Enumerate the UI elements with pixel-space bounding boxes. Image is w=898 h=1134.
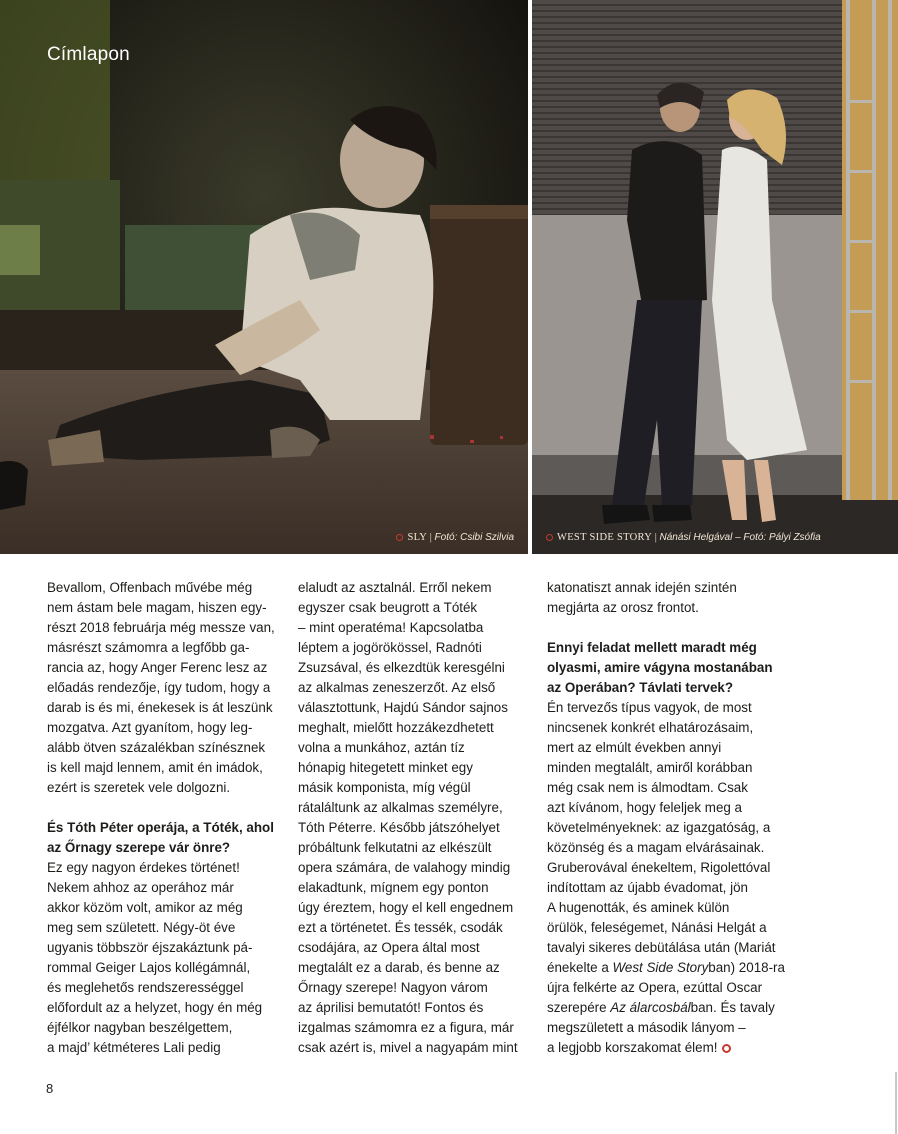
text-line: előfordult az a helyzet, hogy én még: [47, 1000, 263, 1015]
text-line: A hugenották, és aminek külön: [547, 900, 730, 915]
text-line: részt 2018 februárja még messze van,: [47, 620, 275, 635]
text-line: Ez egy nagyon érdekes történet!: [47, 860, 240, 875]
text-fragment: énekelte a: [547, 960, 613, 975]
photo-west-side-story: [532, 0, 898, 554]
text-line: az alkalmas zeneszerzőt. Az első: [298, 680, 496, 695]
text-line: egyszer csak beugrott a Tóték: [298, 600, 478, 615]
text-line: másrészt számomra a legfőbb ga-: [47, 640, 250, 655]
text-line: azt kívánom, hogy feleljek meg a: [547, 800, 743, 815]
interview-question: [547, 638, 787, 698]
text-line: [547, 958, 787, 978]
text-line: Zsuzsával, és elkezdtük keresgélni: [298, 660, 505, 675]
text-line: és meglehetős rendszerességgel: [47, 980, 244, 995]
text-line: mert az elmúlt években annyi: [547, 740, 722, 755]
text-line: örülök, feleségemet, Nánási Helgát a: [547, 920, 767, 935]
text-line: meg sem született. Négy-öt éve: [47, 920, 236, 935]
text-line: megjárta az orosz frontot.: [547, 600, 699, 615]
text-line: választottunk, Hajdú Sándor sajnos: [298, 700, 508, 715]
text-line: [547, 1038, 787, 1058]
text-line: Tóth Péterre. Később játszóhelyet: [298, 820, 500, 835]
work-title-west-side-story: West Side Story: [612, 960, 709, 975]
photo-sly-caption: [396, 532, 514, 543]
text-line: [547, 998, 787, 1018]
question-line: az Operában? Távlati tervek?: [547, 680, 734, 695]
paragraph-answer: [547, 698, 787, 1058]
text-line: mozgatva. Azt gyanítom, hogy leg-: [47, 720, 253, 735]
text-line: nincsenek konkrét elhatározásaim,: [547, 720, 754, 735]
text-line: Őrnagy szerepe! Nagyon várom: [298, 980, 488, 995]
interview-question: [47, 818, 287, 858]
text-line: darab is és mi, énekesek is át leszünk: [47, 700, 273, 715]
text-fragment: a legjobb korszakomat élem!: [547, 1040, 718, 1055]
text-line: volna a munkához, aztán tíz: [298, 740, 465, 755]
question-line: És Tóth Péter operája, a Tóték, ahol: [47, 820, 274, 835]
text-line: meghalt, mielőtt hozzákezdhetett: [298, 720, 494, 735]
text-line: elakadtunk, mígnem egy ponton: [298, 880, 489, 895]
text-line: ezt a történetet. És tessék, csodák: [298, 920, 503, 935]
paragraph-answer: [47, 858, 287, 1058]
paragraph-gap: [47, 798, 287, 818]
text-line: közönség és a magam elvárásainak.: [547, 840, 765, 855]
text-line: – mint operatéma! Kapcsolatba: [298, 620, 484, 635]
text-line: előadás rendezője, így tudom, hogy a: [47, 680, 271, 695]
caption-credit: Nánási Helgával – Fotó: Pályi Zsófia: [659, 532, 821, 543]
caption-separator: |: [429, 532, 432, 543]
end-of-article-icon: [722, 1044, 731, 1053]
text-line: minden megtalált, amiről korábban: [547, 760, 753, 775]
text-line: másik komponista, míg végül: [298, 780, 471, 795]
caption-title: SLY: [407, 532, 428, 543]
question-line: az Őrnagy szerepe vár önre?: [47, 840, 231, 855]
text-fragment: ban) 2018-ra: [708, 960, 785, 975]
text-line: alább ötven százalékban színésznek: [47, 740, 266, 755]
text-line: rommal Geiger Lajos kollégámnál,: [47, 960, 251, 975]
text-column-2: [298, 578, 538, 1058]
page-number: 8: [46, 1081, 54, 1096]
question-line: olyasmi, amire vágyna mostanában: [547, 660, 773, 675]
caption-marker-icon: [546, 534, 553, 541]
text-line: a majd’ kétméteres Lali pedig: [47, 1040, 221, 1055]
text-line: ezért is szeretek vele dolgozni.: [47, 780, 231, 795]
caption-separator: |: [654, 532, 657, 543]
work-title-masked-ball: Az álarcosbál: [610, 1000, 691, 1015]
text-line: rancia az, hogy Anger Ferenc lesz az: [47, 660, 268, 675]
caption-credit: Fotó: Csibi Szilvia: [434, 532, 514, 543]
text-line: követelményeknek: az igazgatóság, a: [547, 820, 771, 835]
text-line: rátaláltunk az alkalmas személyre,: [298, 800, 503, 815]
text-line: Nekem ahhoz az operához már: [47, 880, 234, 895]
text-line: ugyanis többször éjszakáztunk pá-: [47, 940, 253, 955]
caption-marker-icon: [396, 534, 403, 541]
text-line: az áprilisi bemutatót! Fontos és: [298, 1000, 484, 1015]
text-line: tavalyi sikeres debütálása után (Mariát: [547, 940, 776, 955]
text-line: csodájára, az Opera által most: [298, 940, 480, 955]
text-line: indítottam az újabb évadomat, jön: [547, 880, 748, 895]
paragraph-gap: [547, 618, 787, 638]
text-fragment: ban. És tavaly: [690, 1000, 775, 1015]
text-line: próbáltunk felkutatni az elkészült: [298, 840, 492, 855]
text-line: is kell majd lennem, amit én imádok,: [47, 760, 263, 775]
text-line: izgalmas számomra ez a figura, már: [298, 1020, 514, 1035]
paragraph-continued: [547, 578, 787, 618]
photo-sly-illustration: [0, 0, 528, 554]
section-label: Címlapon: [47, 44, 130, 65]
text-line: hónapig hitegetett minket egy: [298, 760, 473, 775]
text-line: éjfélkor nagyban beszélgettem,: [47, 1020, 233, 1035]
caption-title: WEST SIDE STORY: [557, 532, 653, 543]
text-line: úgy éreztem, hogy el kell engednem: [298, 900, 514, 915]
photo-west-side-story-illustration: [532, 0, 898, 554]
text-line: újra felkérte az Opera, ezúttal Oscar: [547, 980, 763, 995]
text-line: katonatiszt annak idején szintén: [547, 580, 737, 595]
text-column-3: [547, 578, 787, 1058]
text-line: megtalált ez a darab, és benne az: [298, 960, 500, 975]
question-line: Ennyi feladat mellett maradt még: [547, 640, 757, 655]
text-column-1: [47, 578, 287, 1058]
text-line: csak azért is, mivel a nagyapám mint: [298, 1040, 518, 1055]
text-line: nem ástam bele magam, hiszen egy-: [47, 600, 267, 615]
text-line: Én tervezős típus vagyok, de most: [547, 700, 752, 715]
photo-wss-caption: [546, 532, 821, 543]
text-line: akkor közöm volt, amikor az még: [47, 900, 243, 915]
text-line: Gruberovával énekeltem, Rigolettóval: [547, 860, 771, 875]
text-line: megszületett a második lányom –: [547, 1020, 746, 1035]
photo-sly: [0, 0, 528, 554]
text-line: még csak nem is álmodtam. Csak: [547, 780, 748, 795]
paragraph-intro: [47, 578, 287, 798]
page-edge-divider: [895, 1072, 897, 1134]
text-line: opera számára, de valahogy mindig: [298, 860, 511, 875]
text-fragment: szerepére: [547, 1000, 611, 1015]
text-line: léptem a jogörökössel, Radnóti: [298, 640, 482, 655]
text-line: Bevallom, Offenbach művébe még: [47, 580, 253, 595]
text-line: elaludt az asztalnál. Erről nekem: [298, 580, 492, 595]
